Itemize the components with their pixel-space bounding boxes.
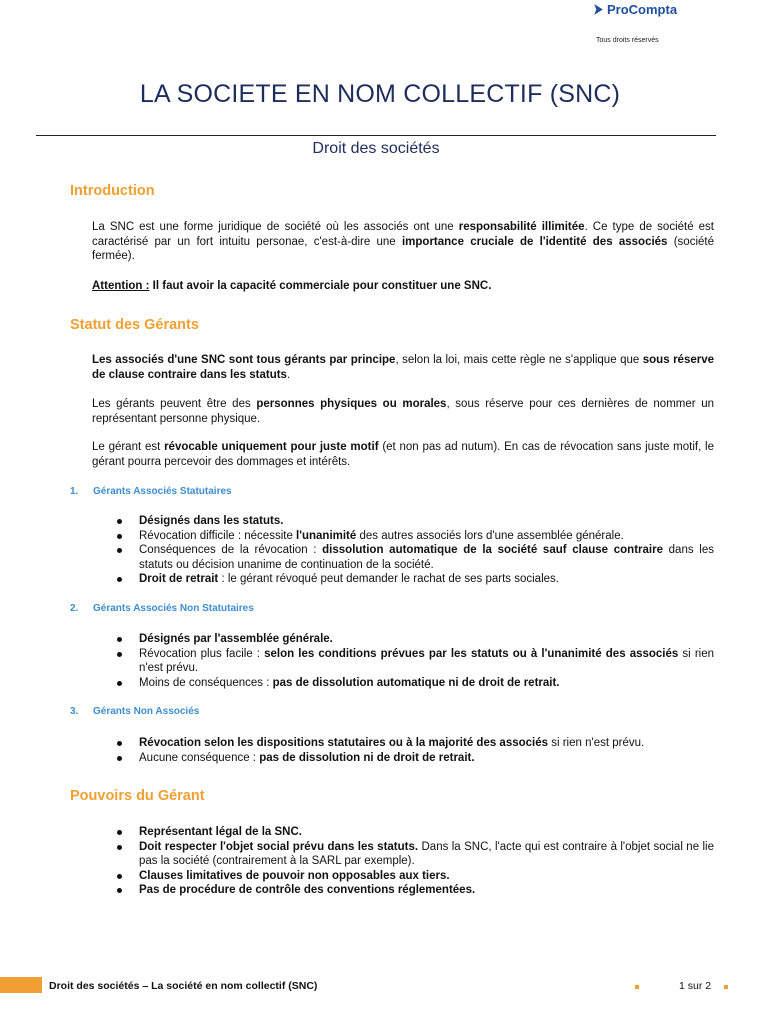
bold-text: pas de dissolution ni de droit de retrait. (259, 751, 475, 764)
bold-text: personnes physiques ou morales (256, 398, 447, 410)
text-run: . Ce type de société est caractérisé par un fort intuitu personae, c'est-à-dire une (92, 221, 714, 248)
bold-text: l'unanimité (296, 529, 357, 542)
text-run: si rien n'est prévu. (548, 737, 645, 749)
text-run: si rien n'est prévu. (139, 647, 715, 674)
text-run: Moins de conséquences : (139, 676, 273, 689)
bullet-item (116, 543, 714, 572)
bold-text: révocable uniquement pour juste motif (164, 441, 379, 453)
non-associes-list (116, 736, 714, 765)
page-number: 1 sur 2 (679, 980, 712, 992)
statutaires-list (116, 514, 714, 587)
bullet-item (116, 883, 714, 898)
bold-text: Pas de procédure de contrôle des conventions réglementées. (139, 884, 476, 896)
subheading-title: Gérants Associés Non Statutaires (93, 603, 254, 614)
bullet-item (116, 751, 714, 766)
attention-paragraph (92, 279, 714, 294)
rights-notice: Tous droits réservés (596, 37, 659, 44)
bold-text: Désignés dans les statuts. (139, 515, 284, 527)
bullet-item (116, 529, 714, 544)
bold-text: Doit respecter l'objet social prévu dans les statuts. (139, 840, 419, 853)
bullet-item (116, 736, 714, 751)
text-run: Le gérant est (92, 441, 165, 453)
text-run: Conséquences de la révocation : (139, 544, 323, 556)
document-subtitle: Droit des sociétés (312, 140, 440, 157)
bold-text: Révocation selon les dispositions statutaires ou à la majorité des associés (139, 737, 549, 749)
text-run: Les gérants peuvent être des (92, 398, 257, 410)
bold-text: sous réserve de clause contraire dans les statuts (92, 354, 714, 381)
bold-text: Droit de retrait (139, 573, 219, 585)
bullet-item (116, 676, 714, 691)
bold-text: Désignés par l'assemblée générale. (139, 633, 333, 645)
subheading-title: Gérants Non Associés (93, 706, 200, 717)
footer-accent-bar (0, 977, 42, 993)
text-run: Révocation difficile : nécessite (139, 529, 297, 542)
procompta-logo (592, 2, 677, 17)
bold-text: Clauses limitatives de pouvoir non opposables aux tiers. (139, 869, 450, 882)
bullet-item (116, 647, 714, 676)
subheading-non-associes (70, 706, 199, 717)
text-run: des autres associés lors d'une assemblée générale. (356, 529, 624, 542)
subheading-number: 2. (70, 603, 79, 614)
heading-statut: Statut des Gérants (70, 317, 199, 333)
text-run: Révocation plus facile : (139, 647, 265, 660)
title-divider (36, 135, 716, 136)
text-run: La SNC est une forme juridique de société où les associés ont une (92, 221, 459, 233)
bold-text: dissolution automatique de la société sauf clause contraire (322, 544, 663, 556)
bold-text: responsabilité illimitée (458, 221, 585, 233)
statut-paragraph-1 (92, 353, 714, 382)
bullet-item (116, 869, 714, 884)
footer-title: Droit des sociétés – La société en nom collectif (SNC) (49, 980, 318, 992)
logo-text: ProCompta (607, 2, 678, 17)
subheading-title: Gérants Associés Statutaires (93, 486, 232, 497)
heading-introduction: Introduction (70, 183, 155, 199)
bullet-item (116, 840, 714, 869)
footer-square-icon (724, 985, 728, 989)
bold-text: pas de dissolution automatique ni de droit de retrait. (272, 676, 560, 689)
statut-paragraph-2 (92, 397, 714, 426)
statut-paragraph-3 (92, 440, 714, 469)
text-run: . (286, 368, 291, 381)
text-run: (et non pas ad nutum). En cas de révocation sans juste motif, le gérant pourra percevoir des dommages et intérêts. (92, 441, 715, 468)
text-run: : le gérant révoqué peut demander le rachat de ses parts sociales. (218, 573, 559, 585)
subheading-statutaires (70, 486, 232, 497)
text-run: Aucune conséquence : (139, 751, 260, 764)
subheading-number: 3. (70, 706, 79, 717)
intro-paragraph (92, 220, 714, 264)
bullet-item (116, 825, 714, 840)
bold-text: Les associés d'une SNC sont tous gérants par principe (92, 354, 396, 366)
text-run: dans les statuts ou décision unanime de continuation de la société. (139, 544, 714, 571)
bold-text: Représentant légal de la SNC. (139, 826, 302, 838)
text-run: , selon la loi, mais cette règle ne s'applique que (395, 354, 643, 366)
heading-pouvoirs: Pouvoirs du Gérant (70, 788, 205, 804)
document-title: LA SOCIETE EN NOM COLLECTIF (SNC) (139, 80, 621, 108)
text-run: Dans la SNC, l'acte qui est contraire à l'objet social ne lie pas la société (contrairement à la SARL par exemple). (139, 840, 715, 867)
text-run: (société fermée). (92, 235, 714, 262)
bullet-item (116, 514, 714, 529)
non-statutaires-list (116, 632, 714, 690)
bold-text: selon les conditions prévues par les statuts ou à l'unanimité des associés (264, 647, 679, 660)
bullet-item (116, 632, 714, 647)
attention-text: Il faut avoir la capacité commerciale pour constituer une SNC. (149, 280, 492, 292)
bullet-item (116, 572, 714, 587)
pouvoirs-list (116, 825, 714, 898)
subheading-number: 1. (70, 486, 79, 497)
text-run: , sous réserve pour ces dernières de nommer un représentant personne physique. (92, 398, 715, 425)
footer-square-icon (635, 985, 639, 989)
bold-text: importance cruciale de l'identité des associés (401, 235, 668, 248)
arrow-logo-icon (592, 3, 605, 16)
subheading-non-statutaires (70, 603, 254, 614)
attention-label: Attention : (92, 280, 150, 292)
